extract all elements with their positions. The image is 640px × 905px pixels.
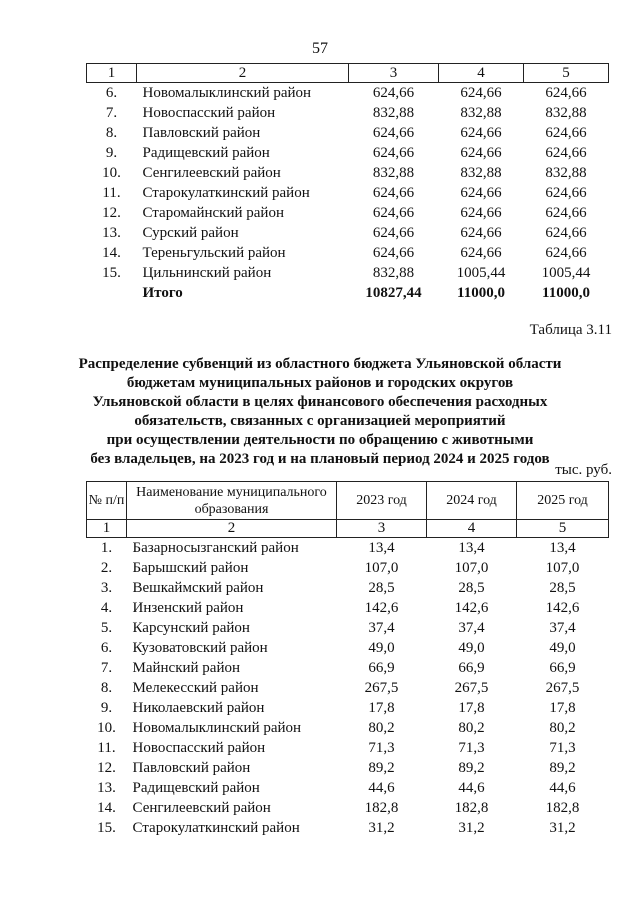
value-2025: 182,8	[545, 800, 580, 816]
value-2023: 49,0	[368, 640, 395, 656]
value-2023: 624,66	[372, 85, 415, 101]
value-2024: 49,0	[458, 640, 485, 656]
value-2025: 142,6	[545, 600, 580, 616]
table-3-10-continuation	[86, 63, 609, 303]
value-2024: 1005,44	[456, 265, 506, 281]
value-2025: 832,88	[545, 105, 587, 121]
table-row	[87, 558, 609, 578]
table-row	[87, 778, 609, 798]
value-2025: 624,66	[545, 225, 587, 241]
value-2025: 624,66	[545, 205, 587, 221]
col-index: 2	[137, 64, 349, 83]
row-number: 15.	[97, 820, 116, 836]
value-2025: 49,0	[549, 640, 576, 656]
table-row	[87, 738, 609, 758]
table-row	[87, 678, 609, 698]
value-2023: 832,88	[372, 265, 415, 281]
title-line: при осуществлении деятельности по обращению с животными	[106, 432, 534, 448]
value-2024: 44,6	[458, 780, 485, 796]
value-2023: 832,88	[372, 105, 415, 121]
value-2025: 267,5	[545, 680, 580, 696]
district-name: Радищевский район	[132, 780, 260, 796]
district-name: Новоспасский район	[142, 105, 276, 121]
value-2023: 89,2	[368, 760, 395, 776]
row-number: 10.	[97, 720, 116, 736]
header-num: № п/п	[87, 482, 127, 520]
value-2024: 71,3	[458, 740, 485, 756]
table-row	[87, 123, 609, 143]
row-number: 10.	[102, 165, 121, 181]
district-name: Цильнинский район	[142, 265, 272, 281]
value-2025: 31,2	[549, 820, 576, 836]
value-2023: 66,9	[368, 660, 395, 676]
district-name: Новомалыклинский район	[132, 720, 302, 736]
value-2023: 624,66	[372, 145, 415, 161]
title-line: бюджетам муниципальных районов и городских округов	[126, 375, 514, 391]
value-2025: 44,6	[549, 780, 576, 796]
table-row	[87, 103, 609, 123]
district-name: Карсунский район	[132, 620, 250, 636]
value-2023: 624,66	[372, 245, 415, 261]
table-row	[87, 718, 609, 738]
row-number: 2.	[100, 560, 113, 576]
header-2024: 2024 год	[427, 482, 517, 520]
value-2024: 624,66	[460, 225, 502, 241]
value-2025: 624,66	[545, 145, 587, 161]
district-name: Радищевский район	[142, 145, 270, 161]
table-row	[87, 638, 609, 658]
value-2024: 624,66	[460, 245, 502, 261]
row-number: 6.	[105, 85, 118, 101]
col-index: 4	[439, 64, 524, 83]
column-index-row	[87, 520, 609, 538]
row-number: 8.	[105, 125, 118, 141]
total-label: Итого	[142, 285, 183, 301]
table-row	[87, 163, 609, 183]
row-number: 11.	[102, 185, 121, 201]
col-index: 1	[87, 64, 137, 83]
row-number: 12.	[97, 760, 116, 776]
value-2025: 89,2	[549, 760, 576, 776]
district-name: Сурский район	[142, 225, 239, 241]
row-number: 13.	[102, 225, 121, 241]
value-2025: 66,9	[549, 660, 576, 676]
header-2023: 2023 год	[337, 482, 427, 520]
header-row	[87, 482, 609, 520]
value-2023: 182,8	[364, 800, 399, 816]
table-row	[87, 698, 609, 718]
value-2024: 182,8	[454, 800, 489, 816]
value-2023: 17,8	[368, 700, 395, 716]
value-2024: 624,66	[460, 185, 502, 201]
value-2025: 71,3	[549, 740, 576, 756]
value-2023: 44,6	[368, 780, 395, 796]
row-number: 6.	[100, 640, 113, 656]
row-number: 7.	[100, 660, 113, 676]
district-name: Старокулаткинский район	[132, 820, 300, 836]
value-2025: 80,2	[549, 720, 576, 736]
value-2024: 17,8	[458, 700, 485, 716]
row-number: 13.	[97, 780, 116, 796]
value-2025: 624,66	[545, 125, 587, 141]
row-number: 11.	[97, 740, 116, 756]
col-index: 3	[349, 64, 439, 83]
value-2025: 624,66	[545, 245, 587, 261]
district-name: Сенгилеевский район	[132, 800, 271, 816]
district-name: Новоспасский район	[132, 740, 266, 756]
value-2023: 37,4	[368, 620, 395, 636]
value-2024: 28,5	[458, 580, 485, 596]
value-2024: 624,66	[460, 145, 502, 161]
table-row	[87, 183, 609, 203]
row-number: 3.	[100, 580, 113, 596]
row-number: 15.	[102, 265, 121, 281]
table-row	[87, 758, 609, 778]
value-2025: 37,4	[549, 620, 576, 636]
header-name: Наименование муниципального образования	[127, 482, 337, 520]
value-2023: 107,0	[364, 560, 399, 576]
value-2023: 624,66	[372, 205, 415, 221]
value-2025: 624,66	[545, 185, 587, 201]
district-name: Майнский район	[132, 660, 241, 676]
table-row	[87, 243, 609, 263]
district-name: Старомайнский район	[142, 205, 284, 221]
row-number: 9.	[105, 145, 118, 161]
value-2023: 71,3	[368, 740, 395, 756]
total-row	[87, 283, 609, 303]
table-row	[87, 618, 609, 638]
value-2023: 142,6	[364, 600, 399, 616]
table-row	[87, 598, 609, 618]
total-2025: 11000,0	[542, 285, 590, 301]
table-row	[87, 798, 609, 818]
title-line: Ульяновской области в целях финансового обеспечения расходных	[92, 394, 548, 410]
total-spacer	[87, 283, 137, 303]
value-2023: 624,66	[372, 225, 415, 241]
value-2023: 31,2	[368, 820, 395, 836]
district-name: Инзенский район	[132, 600, 244, 616]
value-2025: 13,4	[549, 540, 576, 556]
table-title	[60, 355, 580, 469]
value-2023: 832,88	[372, 165, 415, 181]
header-2025: 2025 год	[517, 482, 609, 520]
value-2024: 31,2	[458, 820, 485, 836]
row-number: 12.	[102, 205, 121, 221]
row-number: 7.	[105, 105, 118, 121]
value-2023: 28,5	[368, 580, 395, 596]
value-2024: 107,0	[454, 560, 489, 576]
value-2025: 107,0	[545, 560, 580, 576]
district-name: Мелекесский район	[132, 680, 259, 696]
value-2024: 267,5	[454, 680, 489, 696]
district-name: Вешкаймский район	[132, 580, 264, 596]
district-name: Павловский район	[132, 760, 251, 776]
title-line: Распределение субвенций из областного бюджета Ульяновской области	[78, 356, 562, 372]
district-name: Барышский район	[132, 560, 249, 576]
district-name: Старокулаткинский район	[142, 185, 310, 201]
value-2023: 624,66	[372, 125, 415, 141]
value-2024: 624,66	[460, 125, 502, 141]
value-2024: 624,66	[460, 205, 502, 221]
district-name: Базарносызганский район	[132, 540, 299, 556]
table-row	[87, 203, 609, 223]
col-index: 2	[127, 520, 337, 538]
value-2023: 13,4	[368, 540, 395, 556]
value-2024: 832,88	[460, 165, 502, 181]
table-row	[87, 818, 609, 838]
district-name: Кузоватовский район	[132, 640, 268, 656]
col-index: 5	[517, 520, 609, 538]
total-2023: 10827,44	[365, 285, 422, 301]
value-2023: 80,2	[368, 720, 395, 736]
value-2023: 624,66	[372, 185, 415, 201]
value-2024: 624,66	[460, 85, 502, 101]
row-number: 4.	[100, 600, 113, 616]
col-index: 5	[524, 64, 609, 83]
value-2024: 66,9	[458, 660, 485, 676]
column-index-row	[87, 64, 609, 83]
total-2024: 11000,0	[457, 285, 505, 301]
value-2024: 89,2	[458, 760, 485, 776]
district-name: Тереньгульский район	[142, 245, 286, 261]
row-number: 14.	[102, 245, 121, 261]
value-2025: 17,8	[549, 700, 576, 716]
table-label: Таблица 3.11	[529, 322, 612, 338]
col-index: 1	[87, 520, 127, 538]
value-2024: 142,6	[454, 600, 489, 616]
row-number: 9.	[100, 700, 113, 716]
table-row	[87, 578, 609, 598]
row-number: 1.	[100, 540, 113, 556]
table-row	[87, 223, 609, 243]
district-name: Николаевский район	[132, 700, 265, 716]
district-name: Новомалыклинский район	[142, 85, 312, 101]
units-label: тыс. руб.	[555, 462, 612, 478]
table-row	[87, 83, 609, 104]
col-index: 4	[427, 520, 517, 538]
value-2025: 624,66	[545, 85, 587, 101]
value-2025: 28,5	[549, 580, 576, 596]
table-3-11	[86, 481, 609, 838]
value-2025: 1005,44	[541, 265, 591, 281]
table-row	[87, 538, 609, 559]
row-number: 14.	[97, 800, 116, 816]
table-row	[87, 263, 609, 283]
row-number: 5.	[100, 620, 113, 636]
value-2024: 37,4	[458, 620, 485, 636]
table-row	[87, 658, 609, 678]
page-number: 57	[312, 40, 328, 57]
title-line: обязательств, связанных с организацией мероприятий	[134, 413, 506, 429]
district-name: Сенгилеевский район	[142, 165, 281, 181]
row-number: 8.	[100, 680, 113, 696]
col-index: 3	[337, 520, 427, 538]
district-name: Павловский район	[142, 125, 261, 141]
value-2024: 13,4	[458, 540, 485, 556]
value-2024: 832,88	[460, 105, 502, 121]
value-2024: 80,2	[458, 720, 485, 736]
table-row	[87, 143, 609, 163]
value-2025: 832,88	[545, 165, 587, 181]
title-line: без владельцев, на 2023 год и на плановый период 2024 и 2025 годов	[90, 451, 550, 467]
value-2023: 267,5	[364, 680, 399, 696]
